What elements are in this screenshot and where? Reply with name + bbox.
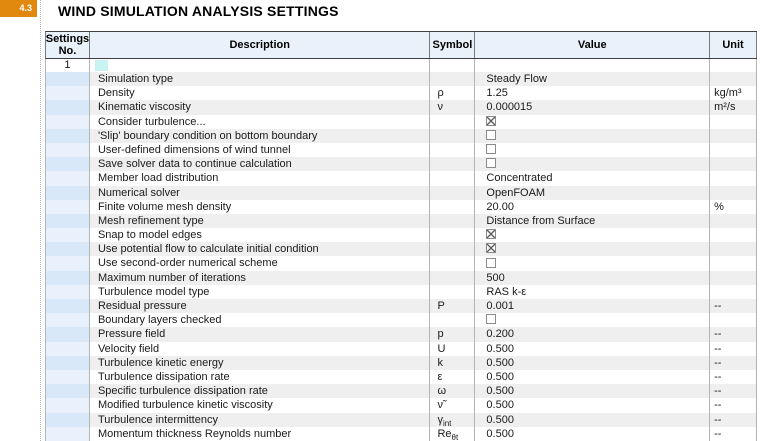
row-symbol [430, 129, 475, 143]
value-text: 0.500 [486, 413, 514, 426]
row-unit [710, 186, 757, 200]
value-text: 500 [486, 271, 505, 284]
row-no-cell [46, 370, 90, 384]
row-unit [710, 157, 757, 171]
row-symbol [430, 157, 475, 171]
row-value [475, 186, 710, 200]
row-unit [710, 129, 757, 143]
row-value [475, 200, 710, 214]
row-no-cell [46, 413, 90, 427]
row-description: Velocity field [90, 342, 431, 356]
row-symbol: ε [430, 370, 475, 384]
row-value [475, 86, 710, 100]
table-row [46, 100, 757, 114]
row-symbol: ν [430, 100, 475, 114]
settings-number-description-cell [90, 59, 431, 72]
row-no-cell [46, 327, 90, 341]
row-description: 'Slip' boundary condition on bottom boundary [90, 129, 431, 143]
row-symbol: p [430, 327, 475, 341]
table-row [46, 327, 757, 341]
row-unit: -- [710, 342, 757, 356]
value-text: 0.500 [486, 342, 514, 355]
table-row [46, 299, 757, 313]
table-row [46, 200, 757, 214]
value-text: 0.500 [486, 427, 514, 440]
value-text: 0.500 [486, 399, 514, 412]
row-symbol [430, 242, 475, 256]
checkbox-unchecked[interactable] [486, 144, 496, 154]
row-description: Modified turbulence kinetic viscosity [90, 398, 431, 412]
row-symbol: ρ [430, 86, 475, 100]
row-description: Numerical solver [90, 186, 431, 200]
row-symbol [430, 200, 475, 214]
row-value [475, 413, 710, 427]
row-unit [710, 242, 757, 256]
row-symbol [430, 256, 475, 270]
row-no-cell [46, 256, 90, 270]
row-symbol [430, 115, 475, 129]
row-value [475, 214, 710, 228]
settings-number-row [45, 59, 757, 72]
table-row [46, 370, 757, 384]
row-value [475, 129, 710, 143]
row-no-cell [46, 398, 90, 412]
table-row [46, 313, 757, 327]
value-text: 0.500 [486, 356, 514, 369]
row-value [475, 228, 710, 242]
row-value [475, 285, 710, 299]
row-description: Save solver data to continue calculation [90, 157, 431, 171]
row-value [475, 72, 710, 86]
checkbox-checked[interactable] [486, 116, 496, 126]
row-unit: -- [710, 413, 757, 427]
row-unit: -- [710, 299, 757, 313]
value-text: 0.000015 [486, 101, 533, 114]
row-no-cell [46, 171, 90, 185]
row-unit: -- [710, 427, 757, 441]
row-unit [710, 143, 757, 157]
table-row [46, 384, 757, 398]
row-no-cell [46, 356, 90, 370]
row-no-cell [46, 299, 90, 313]
table-row [46, 242, 757, 256]
header-settings-no [46, 32, 90, 58]
header-unit: Unit [710, 32, 757, 58]
row-description: Snap to model edges [90, 228, 431, 242]
row-description: Density [90, 86, 431, 100]
row-no-cell [46, 143, 90, 157]
row-description: Consider turbulence... [90, 115, 431, 129]
checkbox-unchecked[interactable] [486, 158, 496, 168]
row-value [475, 370, 710, 384]
row-unit [710, 171, 757, 185]
margin-guide-line [40, 0, 41, 441]
row-value [475, 342, 710, 356]
row-no-cell [46, 157, 90, 171]
empty-symbol-cell [430, 59, 475, 72]
checkbox-unchecked[interactable] [486, 130, 496, 140]
row-unit: -- [710, 384, 757, 398]
row-description: Use second-order numerical scheme [90, 256, 431, 270]
row-no-cell [46, 100, 90, 114]
table-row [46, 413, 757, 427]
row-value [475, 356, 710, 370]
row-description: Simulation type [90, 72, 431, 86]
row-description: Member load distribution [90, 171, 431, 185]
table-header-row [45, 31, 757, 59]
row-value [475, 427, 710, 441]
value-text: Concentrated [486, 172, 553, 185]
row-symbol [430, 228, 475, 242]
row-description: Residual pressure [90, 299, 431, 313]
table-row [46, 186, 757, 200]
row-unit: m²/s [710, 100, 757, 114]
table-row [46, 398, 757, 412]
row-description: Momentum thickness Reynolds number [90, 427, 431, 441]
row-no-cell [46, 72, 90, 86]
table-row [46, 356, 757, 370]
row-no-cell [46, 129, 90, 143]
checkbox-unchecked[interactable] [486, 258, 496, 268]
row-symbol [430, 313, 475, 327]
row-no-cell [46, 86, 90, 100]
table-row [46, 72, 757, 86]
row-description: Mesh refinement type [90, 214, 431, 228]
value-text: 0.500 [486, 385, 514, 398]
row-value [475, 143, 710, 157]
table-row [46, 115, 757, 129]
header-value: Value [475, 32, 710, 58]
value-text: 0.001 [486, 300, 514, 312]
row-description: Use potential flow to calculate initial condition [90, 242, 431, 256]
row-description: Pressure field [90, 327, 431, 341]
row-unit [710, 285, 757, 299]
value-text: 20.00 [486, 200, 514, 213]
row-value [475, 171, 710, 185]
row-description: Turbulence kinetic energy [90, 356, 431, 370]
row-symbol: P [430, 299, 475, 313]
row-unit [710, 271, 757, 285]
row-no-cell [46, 214, 90, 228]
header-description: Description [90, 32, 431, 58]
table-body [45, 72, 757, 441]
row-no-cell [46, 427, 90, 441]
table-row [46, 427, 757, 441]
row-description: User-defined dimensions of wind tunnel [90, 143, 431, 157]
row-symbol: ν̃ [430, 398, 475, 412]
row-value [475, 299, 710, 313]
row-symbol [430, 72, 475, 86]
row-unit [710, 115, 757, 129]
row-unit: % [710, 200, 757, 214]
row-no-cell [46, 271, 90, 285]
row-unit [710, 72, 757, 86]
row-symbol [430, 143, 475, 157]
empty-value-cell [475, 59, 710, 72]
row-unit: -- [710, 370, 757, 384]
row-description: Turbulence dissipation rate [90, 370, 431, 384]
table-row [46, 271, 757, 285]
row-description: Turbulence model type [90, 285, 431, 299]
value-text: 1.25 [486, 87, 508, 100]
row-no-cell [46, 342, 90, 356]
row-value [475, 256, 710, 270]
row-symbol: ω [430, 384, 475, 398]
table-row [46, 228, 757, 242]
row-description: Turbulence intermittency [90, 413, 431, 427]
row-description: Boundary layers checked [90, 313, 431, 327]
table-row [46, 214, 757, 228]
header-settings-no-text: Settings No. [46, 33, 90, 57]
row-value [475, 313, 710, 327]
empty-unit-cell [710, 59, 757, 72]
value-text: Distance from Surface [486, 214, 596, 227]
row-description: Finite volume mesh density [90, 200, 431, 214]
row-value [475, 115, 710, 129]
checkbox-unchecked[interactable] [486, 314, 496, 324]
row-symbol: k [430, 356, 475, 370]
settings-number: 1 [46, 59, 90, 72]
header-symbol: Symbol [430, 32, 475, 58]
row-symbol [430, 171, 475, 185]
row-symbol [430, 271, 475, 285]
row-unit: -- [710, 398, 757, 412]
row-description: Maximum number of iterations [90, 271, 431, 285]
row-unit: kg/m³ [710, 86, 757, 100]
page-title: WIND SIMULATION ANALYSIS SETTINGS [58, 3, 339, 19]
row-no-cell [46, 242, 90, 256]
value-text: 0.500 [486, 370, 514, 383]
value-text: Steady Flow [486, 73, 547, 85]
row-value [475, 398, 710, 412]
table-row [46, 285, 757, 299]
row-value [475, 157, 710, 171]
row-value [475, 100, 710, 114]
row-symbol: $\gamma_{int}$ [430, 413, 475, 427]
checkbox-checked[interactable] [486, 243, 496, 253]
row-no-cell [46, 228, 90, 242]
row-symbol [430, 214, 475, 228]
row-no-cell [46, 384, 90, 398]
settings-table [45, 31, 757, 441]
row-value [475, 327, 710, 341]
table-row [46, 157, 757, 171]
checkbox-checked[interactable] [486, 229, 496, 239]
row-unit [710, 313, 757, 327]
row-no-cell [46, 200, 90, 214]
table-row [46, 256, 757, 270]
row-no-cell [46, 313, 90, 327]
row-symbol [430, 285, 475, 299]
table-row [46, 129, 757, 143]
table-row [46, 143, 757, 157]
row-unit: -- [710, 356, 757, 370]
row-value [475, 271, 710, 285]
value-text: RAS k-ε [486, 285, 527, 298]
row-symbol: $Re_{\theta t}$ [430, 427, 475, 441]
row-no-cell [46, 186, 90, 200]
row-unit [710, 214, 757, 228]
row-unit: -- [710, 327, 757, 341]
row-value [475, 242, 710, 256]
row-symbol [430, 186, 475, 200]
section-number-badge: 4.3 [0, 0, 37, 17]
row-no-cell [46, 115, 90, 129]
row-description: Specific turbulence dissipation rate [90, 384, 431, 398]
highlighted-cell [95, 60, 108, 71]
row-value [475, 384, 710, 398]
value-text: 0.200 [486, 328, 514, 341]
row-unit [710, 228, 757, 242]
table-row [46, 342, 757, 356]
value-text: OpenFOAM [486, 186, 546, 199]
row-no-cell [46, 285, 90, 299]
table-row [46, 171, 757, 185]
row-description: Kinematic viscosity [90, 100, 431, 114]
row-symbol: U [430, 342, 475, 356]
row-unit [710, 256, 757, 270]
table-row [46, 86, 757, 100]
